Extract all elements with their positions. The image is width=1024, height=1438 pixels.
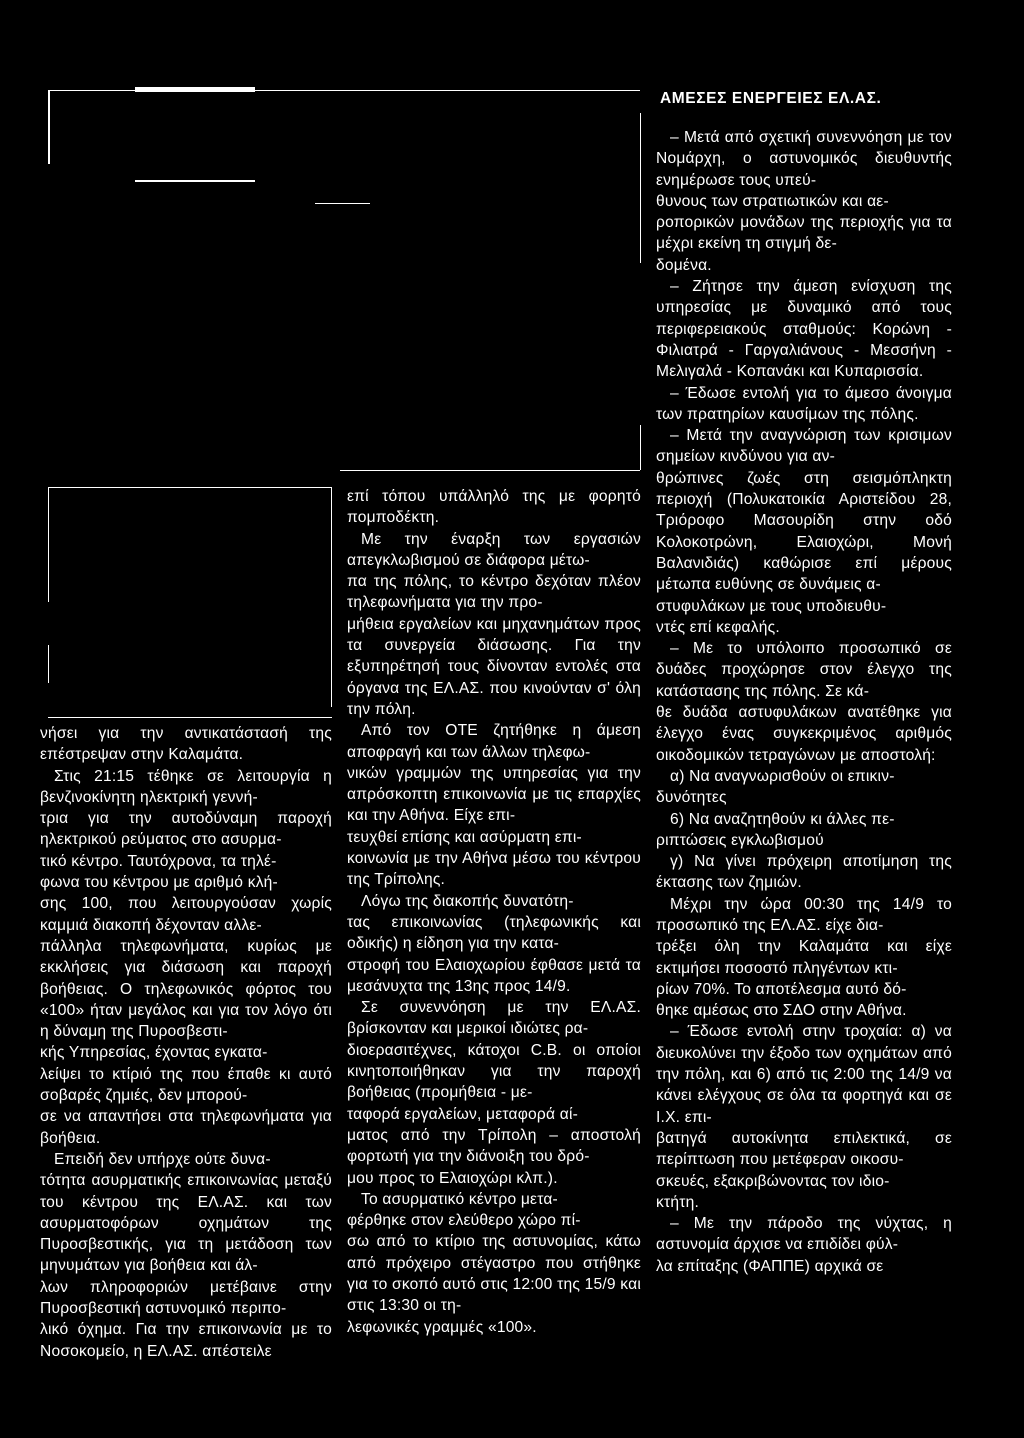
- paragraph: Επειδή δεν υπήρχε ούτε δυνα- τότητα ασυρματικής επικοινωνίας μεταξύ του κέντρου της ΕΛ.ΑΣ. και των ασυρματοφόρων οχημάτων της Πυροσβεστικής, για τη μετάδοση των μηνυμάτων για βοήθεια και άλ- λων πληροφοριών μετέβαινε στην Πυροσβεστική αστυνομικό περιπο- λικό όχημα. Για την επικοινωνία με το Νοσοκομείο, η ΕΛ.ΑΣ. απέστειλε: [40, 1150, 332, 1360]
- paragraph: Το ασυρματικό κέντρο μετα- φέρθηκε στον ελεύθερο χώρο πί- σω από το κτίριο της αστυνομίας, κάτω από πρόχειρο στέγαστρο που στήθηκε για το σκοπό αυτό στις 12:00 της 15/9 και στις 13:30 οι τη- λεφωνικές γραμμές «100».: [347, 1190, 641, 1336]
- paragraph: Από τον ΟΤΕ ζητήθηκε η άμεση αποφραγή και των άλλων τηλεφω- νικών γραμμών της υπηρεσίας για την απρόσκοπτη επικοινωνία με τις επαρχίες και την Αθήνα. Είχε επι- τευχθεί επίσης και ασύρματη επι- κοινωνία με την Αθήνα μέσω του κέντρου της Τρίπολης.: [347, 722, 641, 889]
- frame-line: [48, 487, 332, 488]
- paragraph: επί τόπου υπάλληλό της με φορητό πομποδέκτη.: [347, 488, 641, 527]
- frame-line: [135, 180, 255, 182]
- paragraph: Λόγω της διακοπής δυνατότη- τας επικοινωνίας (τηλεφωνικής και οδικής) η είδηση για την κατα- στροφή του Ελαιοχωρίου έφθασε μετά τα μεσάνυχτα της 13ης προς 14/9.: [347, 892, 641, 995]
- paragraph: νήσει για την αντικατάστασή της επέστρεψαν στην Καλαμάτα.: [40, 725, 332, 764]
- frame-line: [315, 203, 370, 204]
- paragraph: – Με την πάροδο της νύχτας, η αστυνομία άρχισε να επιδίδει φύλ- λα επίταξης (ΦΑΠΠΕ) αρχικά σε: [656, 1215, 952, 1275]
- column-1: [40, 723, 332, 1362]
- frame-line: [48, 90, 50, 152]
- column-2: [347, 486, 641, 1338]
- paragraph: Σε συνεννόηση με την ΕΛ.ΑΣ. βρίσκονταν και μερικοί ιδιώτες ρα- διοερασιτέχνες, κάτοχοι C.B. οι οποίοι κινητοποιήθηκαν για την παροχή βοήθειας (προμήθεια - με- ταφορά εργαλείων, μεταφορά αί- ματος από την Τρίπολη – αποστολή φορτωτή για την διάνοιξη του δρό- μου προς το Ελαιοχώρι κλπ.).: [347, 999, 641, 1187]
- frame-line: [640, 425, 641, 470]
- paragraph: 6) Να αναζητηθούν κι άλλες πε- ριπτώσεις εγκλωβισμού: [656, 810, 895, 849]
- frame-line: [48, 717, 332, 718]
- column-3: [656, 127, 952, 1277]
- frame-line: [640, 113, 641, 263]
- paragraph: Στις 21:15 τέθηκε σε λειτουργία η βενζινοκίνητη ηλεκτρική γεννή- τρια για την αυτοδύναμη παροχή ηλεκτρικού ρεύματος στο ασυρμα- τικό κέντρο. Ταυτόχρονα, τα τηλέ- φωνα του κέντρου με αριθμό κλή- σης 100, που λειτουργούσαν χωρίς καμμιά διακοπή δέχονταν αλλε- πάλληλα τηλεφωνήματα, κυρίως με εκκλήσεις για διάσωση και παροχή βοήθειας. Ο τηλεφωνικός φόρτος του «100» ήταν μεγάλος και για τον λόγο ότι η δύναμη της Πυροσβεστι- κής Υπηρεσίας, έχοντας εγκατα- λείψει το κτίριό της που έπαθε κι αυτό σοβαρές ζημιές, δεν μπορού- σε να απαντήσει στα τηλεφωνήματα για βοήθεια.: [40, 767, 332, 1147]
- frame-line: [48, 487, 49, 602]
- paragraph: α) Να αναγνωρισθούν οι επικιν- δυνότητες: [656, 767, 895, 807]
- frame-line: [48, 645, 49, 683]
- paragraph: – Με το υπόλοιπο προσωπικό σε δυάδες προχώρησε στον έλεγχο της κατάστασης της πόλης. Σε κά- θε δυάδα αστυφυλάκων ανατέθηκε για έλεγχο ένας συγκεκριμένος αριθμός οικοδομικών τετραγώνων με αποστολή:: [656, 640, 952, 764]
- paragraph: Μέχρι την ώρα 00:30 της 14/9 το προσωπικό της ΕΛ.ΑΣ. είχε δια- τρέξει όλη την Καλαμάτα και είχε εκτιμήσει ποσοστό πληγέντων κτι- ρίων 70%. Το αποτέλεσμα αυτό δό- θηκε αμέσως στο ΣΔΟ στην Αθήνα.: [656, 895, 952, 1020]
- frame-line: [135, 87, 255, 92]
- frame-line: [48, 150, 50, 164]
- paragraph: – Μετά από σχετική συνεννόηση με τον Νομάρχη, ο αστυνομικός διευθυντής ενημέρωσε τους υπεύ- θυνους των στρατιωτικών και αε- ροπορικών μονάδων της περιοχής για τα μέχρι εκείνη τη στιγμή δε- δομένα.: [656, 129, 952, 274]
- paragraph: – Μετά την αναγνώριση των κρισιμων σημείων κινδύνου για αν- θρώπινες ζωές στη σεισμόπληκτη περιοχή (Πολυκατοικία Αριστείδου 28, Τριόροφο Μασουρίδη στην οδό Κολοκοτρώνη, Ελαιοχώρι, Μονή Βαλανιδιάς) καθώρισε επί μέρους μέτωπα ευθύνης σε δυνάμεις α- στυφυλάκων με τους υποδιευθυ- ντές επί κεφαλής.: [656, 427, 952, 636]
- paragraph: γ) Να γίνει πρόχειρη αποτίμηση της έκτασης των ζημιών.: [656, 853, 952, 892]
- paragraph: – Έδωσε εντολή στην τροχαία: α) να διευκολύνει την έξοδο των οχημάτων από την πόλη, και 6) από τις 2:00 της 14/9 να κάνει ελέγχους σε όλα τα φορτηγά και σε Ι.Χ. επι- βατηγά αυτοκίνητα επιλεκτικά, σε περίπτωση που μετέφεραν οικοσυ- σκευές, εξακριβώνοντας τον ιδιο- κτήτη.: [656, 1023, 952, 1211]
- frame-line: [340, 470, 640, 471]
- section-heading: ΑΜΕΣΕΣ ΕΝΕΡΓΕΙΕΣ ΕΛ.ΑΣ.: [660, 90, 882, 107]
- paragraph: – Ζήτησε την άμεση ενίσχυση της υπηρεσίας με δυναμικό από τους περιφερειακούς σταθμούς: Κορώνη - Φιλιατρά - Γαργαλιάνους - Μεσσήνη - Μελιγαλά - Κοπανάκι και Κυπαρισσία.: [656, 278, 952, 381]
- paragraph: – Έδωσε εντολή για το άμεσο άνοιγμα των πρατηρίων καυσίμων της πόλης.: [656, 384, 952, 423]
- frame-line: [331, 487, 332, 707]
- paragraph: Με την έναρξη των εργασιών απεγκλωβισμού σε διάφορα μέτω- πα της πόλης, το κέντρο δεχόταν πλέον τηλεφωνήματα για την προ- μήθεια εργαλείων και μηχανημάτων προς τα συνεργεία διάσωσης. Για την εξυπηρέτησή τους δίνονταν εντολές στα όργανα της ΕΛ.ΑΣ. που κινούνταν σ' όλη την πόλη.: [347, 530, 641, 718]
